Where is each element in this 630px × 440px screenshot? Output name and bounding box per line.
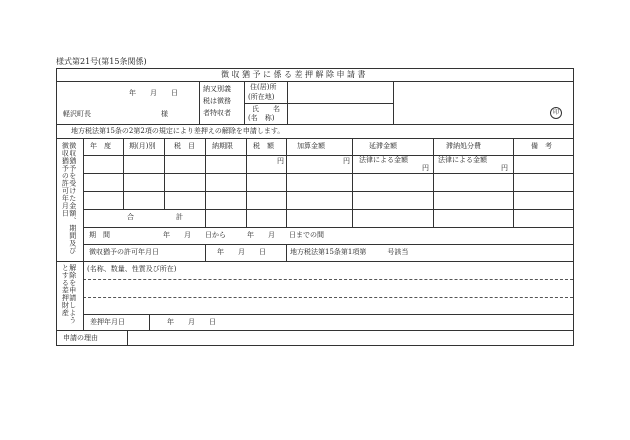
rule bbox=[393, 81, 394, 124]
applicant-role-line-3: 者特収者 bbox=[203, 109, 231, 117]
unit-yen: 円 bbox=[422, 164, 429, 172]
unit-yen: 円 bbox=[343, 157, 350, 165]
seizure-date: 年 月 日 bbox=[167, 318, 216, 326]
col-header-period: 期(月)別 bbox=[129, 142, 156, 150]
col-header-remarks: 備 考 bbox=[531, 142, 552, 150]
rule bbox=[83, 191, 573, 192]
rule bbox=[57, 138, 573, 139]
permit-basis: 地方税法第15条第1項第 号該当 bbox=[290, 248, 409, 256]
col-header-added-amount: 加算金額 bbox=[297, 142, 325, 150]
rule bbox=[244, 81, 245, 124]
rule bbox=[83, 314, 573, 315]
form-number: 様式第21号(第15条関係) bbox=[56, 57, 147, 66]
statement: 地方税法第15条の2第2項の規定により差押えの解除を申請します。 bbox=[71, 127, 285, 135]
dashed-rule bbox=[83, 297, 573, 298]
rule bbox=[83, 227, 573, 228]
applicant-role-line-1: 納又別義 bbox=[203, 85, 231, 93]
rule bbox=[57, 124, 573, 125]
rule bbox=[57, 81, 573, 82]
grace-section-label: 徴収猶予を受けた金額、期間及び徴収猶予の許可年月日 bbox=[61, 142, 77, 255]
col-header-delinquency: 延滞金額 bbox=[369, 142, 397, 150]
rule bbox=[433, 138, 434, 227]
seal-mark-icon: 印 bbox=[550, 107, 562, 119]
col-header-year: 年 度 bbox=[90, 142, 111, 150]
legal-amount-label: 法律による金額 bbox=[359, 156, 408, 164]
permit-date-label: 徴収猶予の許可年月日 bbox=[89, 248, 159, 256]
rule bbox=[246, 138, 247, 227]
col-header-due-date: 納期限 bbox=[212, 142, 233, 150]
addressee: 軽沢町長 bbox=[63, 110, 91, 118]
col-header-tax-item: 税 目 bbox=[174, 142, 195, 150]
applicant-role-line-2: 税は徴務 bbox=[203, 97, 231, 105]
rule bbox=[287, 81, 288, 124]
reason-label: 申請の理由 bbox=[63, 334, 98, 342]
rule bbox=[244, 103, 393, 104]
rule bbox=[57, 261, 573, 262]
rule bbox=[127, 330, 128, 346]
rule bbox=[164, 138, 165, 209]
address-label: 住(居)所 bbox=[250, 83, 277, 91]
rule bbox=[513, 138, 514, 227]
rule bbox=[199, 81, 200, 124]
honorific: 様 bbox=[161, 110, 168, 118]
permit-date: 年 月 日 bbox=[217, 248, 266, 256]
col-header-disposition-cost: 滞納処分費 bbox=[446, 142, 481, 150]
unit-yen: 円 bbox=[501, 164, 508, 172]
application-form bbox=[56, 68, 574, 346]
name-label: 氏 名 bbox=[252, 105, 280, 113]
legal-amount-label: 法律による金額 bbox=[438, 156, 487, 164]
rule bbox=[286, 138, 287, 227]
unit-yen: 円 bbox=[277, 157, 284, 165]
seizure-date-label: 差押年月日 bbox=[90, 318, 125, 326]
rule bbox=[286, 244, 287, 261]
property-hint: (名称、数量、性質及び所在) bbox=[87, 265, 177, 273]
address-sub-label: (所在地) bbox=[248, 93, 275, 101]
dashed-rule bbox=[83, 279, 573, 280]
application-date: 年 月 日 bbox=[129, 89, 178, 97]
rule bbox=[83, 138, 84, 330]
rule bbox=[83, 244, 573, 245]
rule bbox=[83, 155, 573, 156]
rule bbox=[205, 244, 206, 261]
total-label: 合 計 bbox=[127, 213, 183, 221]
property-section-label: 解除を申請しようとする差押財産 bbox=[61, 264, 77, 324]
period-value: 年 月 日から 年 月 日までの間 bbox=[163, 231, 324, 239]
rule bbox=[352, 138, 353, 227]
name-sub-label: (名 称) bbox=[248, 114, 275, 122]
period-label: 期 間 bbox=[89, 231, 110, 239]
rule bbox=[83, 173, 573, 174]
rule bbox=[149, 314, 150, 330]
rule bbox=[205, 138, 206, 227]
rule bbox=[83, 209, 573, 210]
form-title: 徴収猶予に係る差押解除申請書 bbox=[221, 70, 368, 79]
rule bbox=[123, 138, 124, 209]
rule bbox=[57, 330, 573, 331]
col-header-tax-amount: 税 額 bbox=[253, 142, 274, 150]
